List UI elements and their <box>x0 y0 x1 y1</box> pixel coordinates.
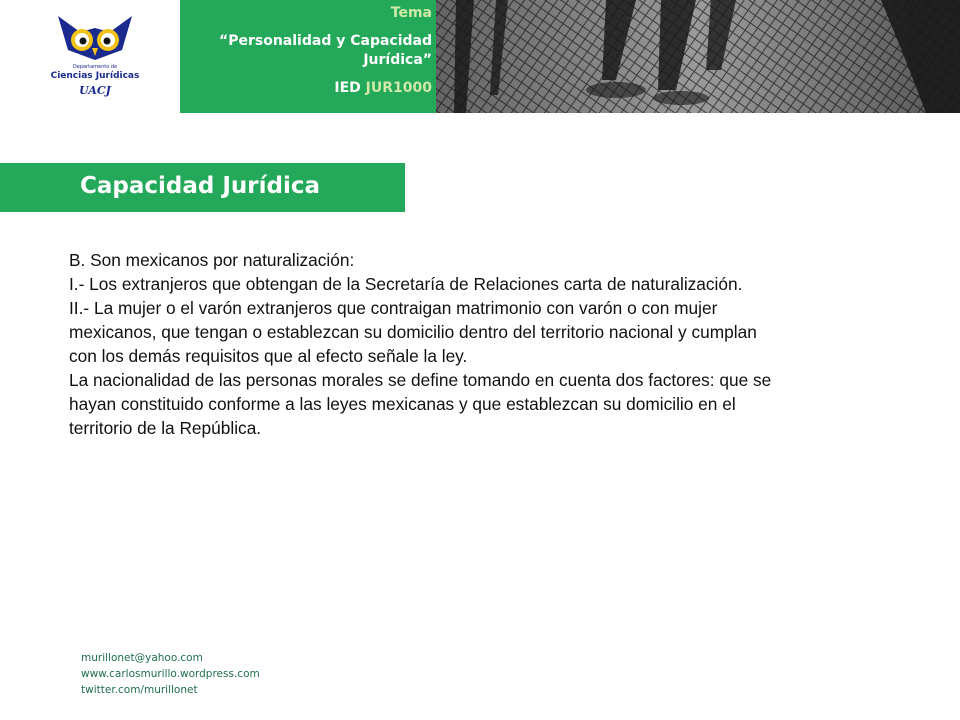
paragraph-item-1: I.- Los extranjeros que obtengan de la Secretaría de Relaciones carta de naturalización. <box>69 274 743 294</box>
header-photo <box>436 0 960 113</box>
body-content <box>69 248 789 440</box>
paragraph-item-2: II.- La mujer o el varón extranjeros que contraigan matrimonio con varón o con mujer mexicanos, que tengan o establezcan su domicilio dentro del territorio nacional y cumplan con los demás requisitos que al efecto señale la ley. <box>69 298 757 366</box>
header-band <box>180 0 436 113</box>
logo <box>0 0 180 113</box>
owl-logo-icon <box>50 10 140 102</box>
header-title: “Personalidad y Capacidad Jurídica” <box>219 33 432 68</box>
course-code-prefix: IED <box>334 80 361 96</box>
paragraph-morales: La nacionalidad de las personas morales se define tomando en cuenta dos factores: que se hayan constituido conforme a las leyes mexicanas y que establezcan su domicilio en el territorio de la República. <box>69 370 772 438</box>
paragraph-heading: B. Son mexicanos por naturalización: <box>69 250 355 270</box>
footer-twitter-link[interactable]: twitter.com/murillonet <box>81 684 198 696</box>
course-code-number: JUR1000 <box>365 80 432 96</box>
logo-line1: Departamento de <box>72 64 118 70</box>
logo-line2: Ciencias Jurídicas <box>50 71 140 81</box>
footer-email-link[interactable]: murillonet@yahoo.com <box>81 652 203 664</box>
footer-website-link[interactable]: www.carlosmurillo.wordpress.com <box>81 668 260 680</box>
section-title-bar <box>0 163 405 212</box>
section-title: Capacidad Jurídica <box>80 173 321 199</box>
tema-label: Tema <box>390 5 432 21</box>
logo-line3: UACJ <box>79 84 111 97</box>
course-code <box>334 80 432 96</box>
footer-contact <box>81 650 260 698</box>
